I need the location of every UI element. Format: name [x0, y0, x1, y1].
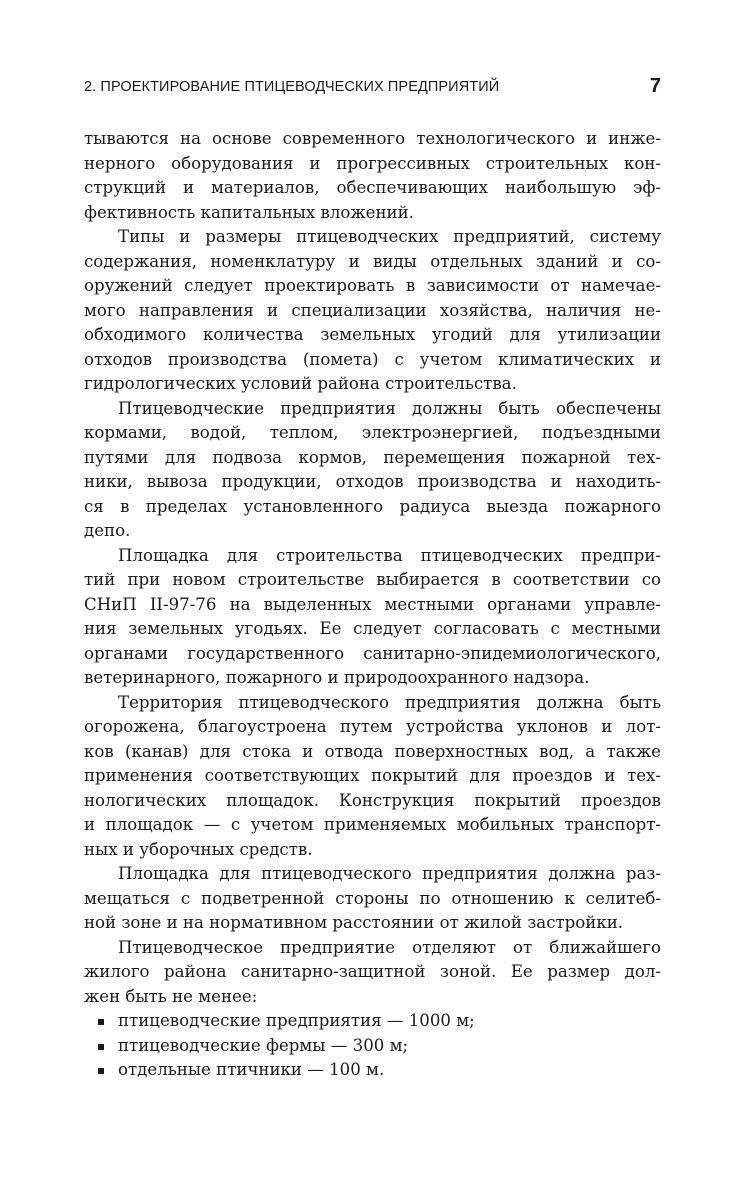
- text-line: тий при новом строительстве выбирается в соответствии со: [84, 570, 661, 589]
- text-line: и площадок — с учетом применяемых мобильных транспорт-: [84, 815, 661, 834]
- square-bullet-icon: [98, 1068, 104, 1074]
- paragraph: [84, 691, 661, 863]
- text-line: ния земельных угодьях. Ее следует согласовать с местными: [84, 619, 661, 638]
- text-line: Площадка для строительства птицеводческих предпри-: [118, 545, 661, 565]
- paragraph: [84, 544, 661, 691]
- text-line: жен быть не менее:: [84, 986, 258, 1006]
- list-item: [84, 1009, 661, 1034]
- text-line: ной зоне и на нормативном расстоянии от жилой застройки.: [84, 913, 624, 932]
- paragraph: [84, 862, 661, 936]
- running-head: [84, 77, 661, 99]
- paragraph: [84, 397, 661, 544]
- text-line: ков (канав) для стока и отвода поверхностных вод, а также: [84, 741, 661, 761]
- text-line: применения соответствующих покрытий для проездов и тех-: [84, 766, 661, 785]
- text-line: депо.: [84, 521, 131, 540]
- text-line: гидрологических условий района строительства.: [84, 374, 517, 393]
- text-line: Птицеводческие предприятия должны быть обеспечены: [118, 398, 661, 418]
- square-bullet-icon: [98, 1044, 104, 1050]
- list-item-text: птицеводческие предприятия — 1000 м;: [118, 1011, 475, 1030]
- text-line: мого направления и специализации хозяйства, наличия не-: [84, 300, 661, 320]
- text-line: ся в пределах установленного радиуса выезда пожарного: [84, 496, 661, 516]
- text-line: Площадка для птицеводческого предприятия должна раз-: [118, 864, 661, 883]
- paragraphs: [84, 127, 661, 1009]
- text-line: мещаться с подветренной стороны по отношению к селитеб-: [84, 888, 661, 908]
- text-line: содержания, номенклатуру и виды отдельных зданий и со-: [84, 251, 661, 271]
- text-line: обходимого количества земельных угодий для утилизации: [84, 325, 661, 344]
- text-line: Типы и размеры птицеводческих предприятий, систему: [118, 227, 661, 246]
- text-line: фективность капитальных вложений.: [84, 202, 414, 222]
- list-item: [84, 1034, 661, 1059]
- text-line: ники, вывоза продукции, отходов производства и находить-: [84, 472, 661, 491]
- text-line: ветеринарного, пожарного и природоохранного надзора.: [84, 668, 590, 687]
- text-line: струкций и материалов, обеспечивающих наибольшую эф-: [84, 178, 661, 197]
- text-line: нологических площадок. Конструкция покрытий проездов: [84, 790, 661, 810]
- text-line: путями для подвоза кормов, перемещения пожарной тех-: [84, 447, 661, 467]
- body-text: [84, 127, 661, 1083]
- text-line: Птицеводческое предприятие отделяют от ближайшего: [118, 937, 661, 957]
- text-line: огорожена, благоустроена путем устройства уклонов и лот-: [84, 717, 661, 736]
- running-title: 2. ПРОЕКТИРОВАНИЕ ПТИЦЕВОДЧЕСКИХ ПРЕДПРИЯТИЙ: [84, 79, 500, 95]
- book-page: [84, 0, 661, 1182]
- paragraph: [84, 225, 661, 397]
- list-item-text: отдельные птичники — 100 м.: [118, 1060, 385, 1079]
- text-line: ных и уборочных средств.: [84, 839, 313, 859]
- text-line: Территория птицеводческого предприятия должна быть: [118, 692, 661, 712]
- text-line: СНиП II-97-76 на выделенных местными органами управле-: [84, 594, 661, 614]
- text-line: оружений следует проектировать в зависимости от намечае-: [84, 276, 661, 295]
- text-line: отходов производства (помета) с учетом климатических и: [84, 349, 661, 369]
- text-line: кормами, водой, теплом, электроэнергией, подъездными: [84, 423, 661, 442]
- paragraph: [84, 127, 661, 225]
- text-line: нерного оборудования и прогрессивных строительных кон-: [84, 153, 661, 173]
- paragraph: [84, 936, 661, 1010]
- text-line: жилого района санитарно-защитной зоной. Ее размер дол-: [84, 962, 661, 981]
- text-line: тываются на основе современного технологического и инже-: [84, 129, 661, 148]
- text-line: органами государственного санитарно-эпидемиологического,: [84, 643, 661, 663]
- list-item-text: птицеводческие фермы — 300 м;: [118, 1035, 409, 1055]
- page-number: 7: [649, 75, 661, 97]
- list-item: [84, 1058, 661, 1083]
- square-bullet-icon: [98, 1019, 104, 1025]
- bullet-list: [84, 1009, 661, 1083]
